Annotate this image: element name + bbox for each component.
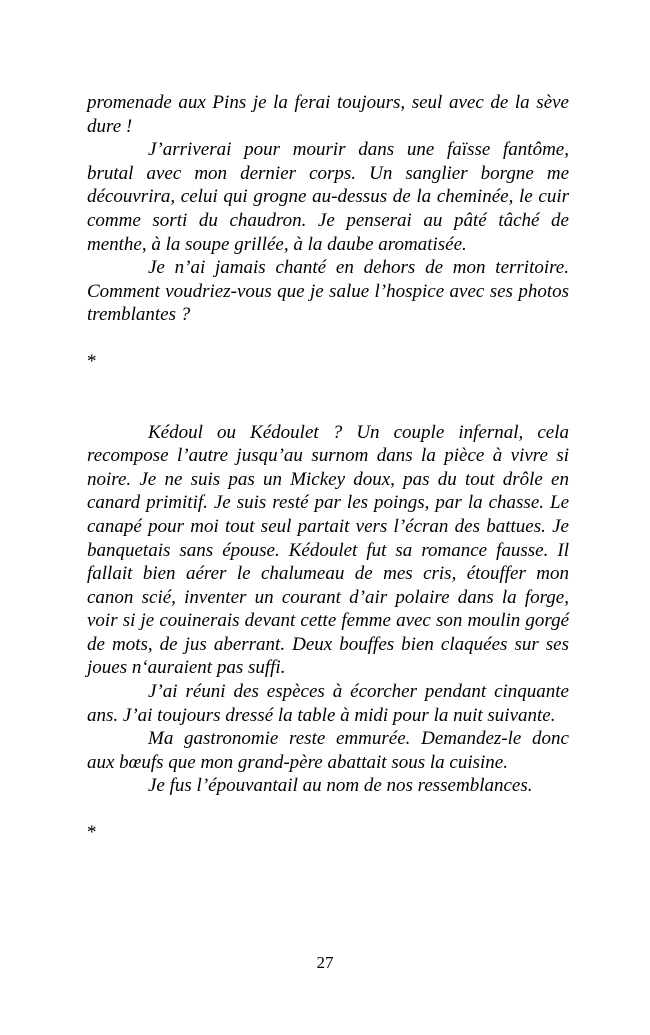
paragraph: J’ai réuni des espèces à écorcher pendant cinquante ans. J’ai toujours dressé la table à midi pour la nuit suivante. xyxy=(87,681,569,726)
section-separator: * xyxy=(87,350,97,372)
spacer xyxy=(87,374,569,421)
section-separator: * xyxy=(87,822,97,844)
paragraph: promenade aux Pins je la ferai toujours, seul avec de la sève dure ! xyxy=(87,92,569,137)
paragraph: Ma gastronomie reste emmurée. Demandez-le donc aux bœufs que mon grand-père abattait sous la cuisine. xyxy=(87,728,569,773)
page-number: 27 xyxy=(316,953,334,972)
paragraph: Je fus l’épouvantail au nom de nos ressemblances. xyxy=(148,775,533,797)
page-body xyxy=(87,91,569,845)
paragraph: Kédoul ou Kédoulet ? Un couple infernal, cela recompose l’autre jusqu’au surnom dans la pièce à vivre si noire. Je ne suis pas un Mickey doux, pas du tout drôle en canard primitif. Je suis resté par les poings, par la chasse. Le canapé pour moi tout seul partait vers l’écran des battues. Je banquetais sans épouse. Kédoulet fut sa romance fausse. Il fallait bien aérer le chalumeau de mes cris, étouffer mon canon scié, inventer un courant d’air polaire dans la forge, voir si je couinerais devant cette femme avec son moulin gorgé de mots, de jus aberrant. Deux bouffes bien claquées sur ses joues n‘auraient pas suffi. xyxy=(87,421,569,679)
paragraph: J’arriverai pour mourir dans une faïsse fantôme, brutal avec mon dernier corps. Un sanglier borgne me découvrira, celui qui grogne au-dessus de la cheminée, le cuir comme sorti du chaudron. Je penserai au pâté tâché de menthe, à la soupe grillée, à la daube aromatisée. xyxy=(87,139,569,255)
paragraph: Je n’ai jamais chanté en dehors de mon territoire. Comment voudriez-vous que je salue l’hospice avec ses photos tremblantes ? xyxy=(87,257,569,326)
